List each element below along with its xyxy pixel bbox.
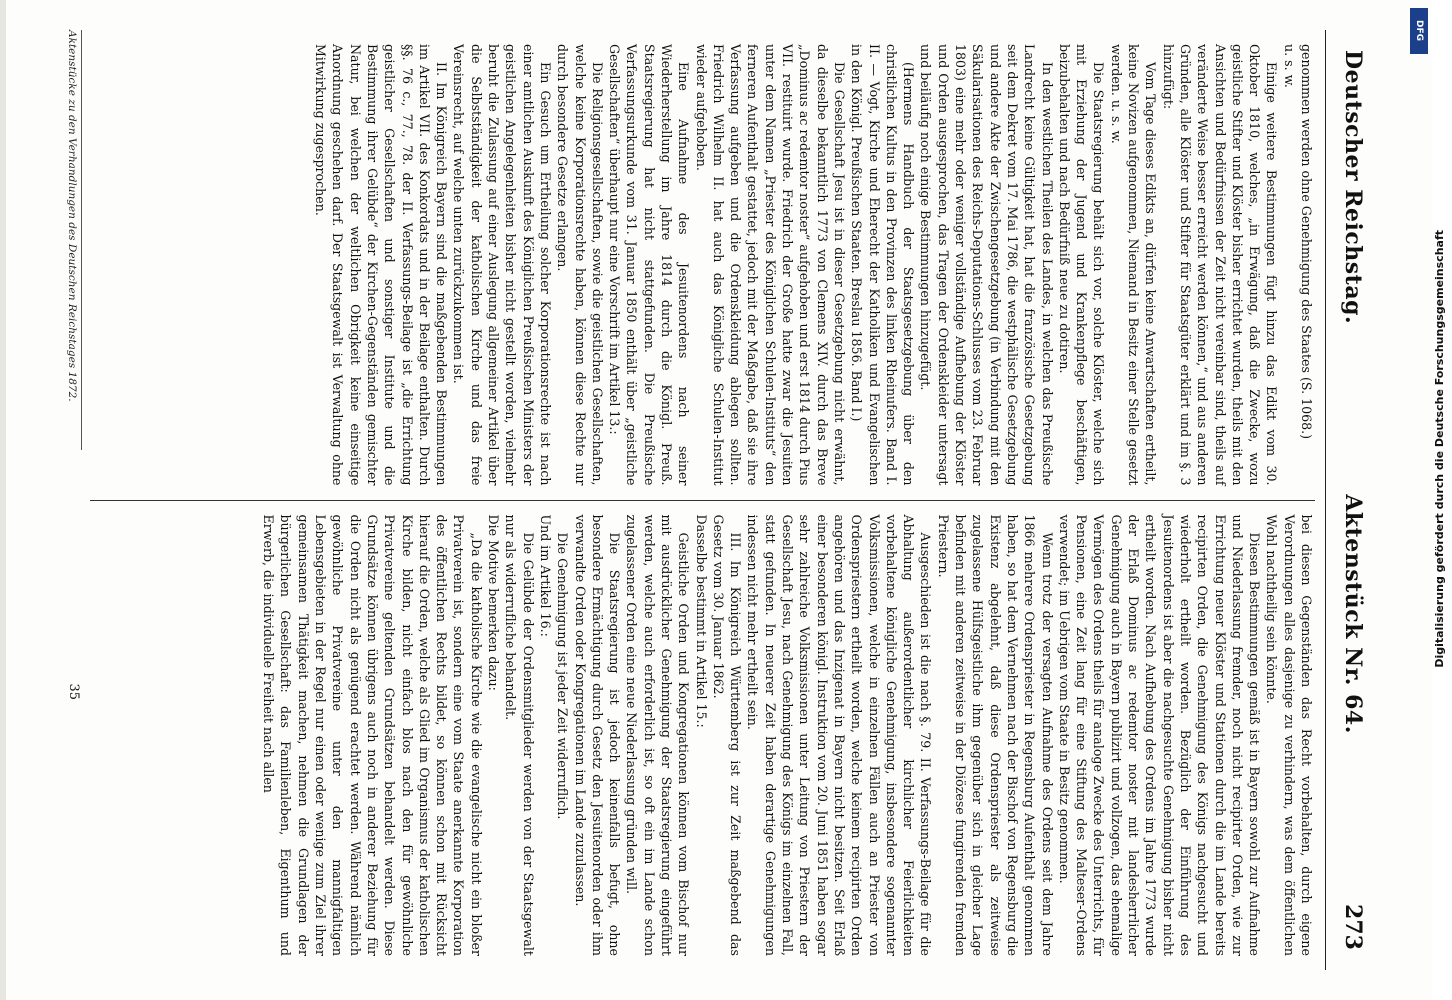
paragraph: In den westlichen Theilen des Landes, in welchen das Preußische Landrecht keine Gültigkeit hat, hat die französische Gesetzgebung seit dem Dekret vom 17. Mai 1786, die westphälische Gesetzgebung und andere Akte der Zwischengesetzgebung (in Verbindung mit den Säkularisationen des Reichs-Deputations-Schlusses vom 23. Februar 1803) eine mehr oder weniger vollständige Aufhebung der Klöster und Orden ausgesprochen, das Tragen der Ordenskleider untersagt und beiläufig noch einige Bestimmungen hinzugefügt. bbox=[918, 44, 1055, 486]
paragraph: Geistliche Orden und Kongregationen können vom Bischof nur mit ausdrücklicher Genehmigung der Staatsregierung eingeführt werden, welche auch erforderlich ist, so oft ein im Lande schon zugelassener Orden eine neue Niederlassung gründen will. bbox=[624, 514, 692, 956]
paragraph: Diesen Bestimmungen gemäß ist in Bayern sowohl zur Aufnahme und Niederlassung fremder, noch nicht recipirter Orden, wie zur Errichtung neuer Klöster und Stationen durch die im Lande bereits recipirten Orden, die Genehmigung des Königs nachgesucht und wiederholt ertheilt worden. Bezüglich der Einführung des Jesuitenordens ist aber die nachgesuchte Genehmigung bisher nicht ertheilt worden. Nach Aufhebung des Ordens im Jahre 1773 wurde der Erlaß Dominus ac redemtor noster mit landesherrlicher Genehmigung auch in Bayern publizirt und vollzogen, das ehemalige Vermögen des Ordens theils für analoge Zwecke des Unterrichts, für Pensionen, eine Zeit lang für eine Stiftung des Malteser-Ordens verwendet; im Uebrigen vom Staate in Besitz genommen. bbox=[1056, 514, 1263, 956]
digitization-credit-text: Digitalisierung gefördert durch die Deutsche Forschungsgemeinschaft bbox=[1433, 230, 1446, 668]
paragraph: Die Genehmigung ist jeder Zeit widerruflich. bbox=[555, 532, 571, 820]
sheet-signature: 35 bbox=[66, 683, 81, 700]
page-number: 273 bbox=[1340, 904, 1366, 950]
paragraph: „Da die katholische Kirche wie die evangelische nicht ein bloßer Privatverein ist, sondern eine vom Staate anerkannte Korporation des öffentlichen Rechts bildet, so können schon mit Rücksicht hierauf die Orden, welche als Glied im Organismus der katholischen Kirche bilden, nicht einfach blos nach den für gewöhnliche Privatvereine geltenden Grundsätzen behandelt werden. Diese Grundsätze können übrigens auch noch in anderer Beziehung für die Orden nicht als genügend erachtet werden. Während nämlich gewöhnliche Privatvereine unter den mannigfaltigen Lebensgebieten in der Regel nur einen oder wenige zum Ziel ihrer gemeinsamen Thätigkeit machen, nehmen die Grundlagen der bürgerlichen Gesellschaft: das Familienleben, Eigenthum und Erwerb, die individuelle Freiheit nach allen bbox=[261, 514, 484, 956]
paragraph: II. Im Königreich Bayern sind die maßgebenden Bestimmungen im Artikel VII. des Konkordats und in der Beilage enthalten. Durch §§. 76 c., 77., 78. der II. Verfassungs-Beilage ist „die Errichtung geistlicher Gesellschaften und sonstiger Institute und die Bestimmung ihrer Gelübde“ der Kirchen-Gegenständen gemischter Natur, bei welchen der weltlichen Obrigkeit keine einseitige Anordnung geschehen darf. Der Staatsgewalt ist Verwaltung ohne Mitwirkung zugesprochen. bbox=[313, 44, 450, 486]
dfg-logo: DFG bbox=[1410, 8, 1428, 54]
text-column-right bbox=[90, 501, 1315, 971]
paragraph: Ausgeschieden ist die nach §. 79. II. Verfassungs-Beilage für die Abhaltung außerordentlicher kirchlicher Feierlichkeiten vorbehaltene königliche Genehmigung, insbesondere sogenannter Volksmissionen, welche in einzelnen Fällen auch an Priester von Ordenspriestern ertheilt worden, welche keinem recipirten Orden angehören und das Inzigenat in Bayern nicht besitzen. Seit Erlaß einer besonderen königl. Instruktion vom 20. Juni 1851 haben sogar sehr zahlreiche Volksmissionen unter Leitung von Priestern der Gesellschaft Jesu, nach Genehmigung des Königs im einzelnen Fall, statt gefunden. In neuerer Zeit haben derartige Genehmigungen indessen nicht mehr ertheilt sein. bbox=[745, 514, 934, 956]
running-title: Deutscher Reichstag. bbox=[1340, 50, 1366, 325]
paragraph: (Hermens Handbuch der Staatsgesetzgebung über den christlichen Kultus in den Provinzen des linken Rheinufers. Band I. II. — Vogt, Kirche und Eherecht der Katholiken und Evangelischen in den Königl. Preußischen Staaten. Breslau 1856. Band I.) bbox=[849, 44, 917, 486]
paragraph: Die Religionsgesellschaften, sowie die geistlichen Gesellschaften, welche keine Korporationsrechte haben, können diese Rechte nur durch besondere Gesetze erlangen. bbox=[555, 44, 605, 486]
paragraph: Die Staatsregierung behält sich vor, solche Klöster, welche sich mit Erziehung der Jugend und Krankenpflege beschäftigen, beizubehalten und nach Bedürfniß neue zu dotiren. bbox=[1056, 44, 1107, 486]
document-page bbox=[6, 0, 1386, 1000]
paragraph: Einige weitere Bestimmungen fügt hinzu das Edikt vom 30. Oktober 1810, welches, „in Erwägung, daß die Zwecke, wozu geistliche Stifter und Klöster bisher errichtet wurden, theils mit den Ansichten und Bedürfnissen der Zeit nicht vereinbar sind, theils auf veränderte Weise besser erreicht werden können,“ und aus anderen Gründen, alle Klöster und Stifter für Staatsgüter erklärt und im §. 3 hinzufügt: bbox=[1160, 44, 1280, 486]
paragraph: Eine Aufnahme des Jesuitenordens nach seiner Wiederherstellung im Jahre 1814 durch die Königl. Preuß. Staatsregierung hat nicht stattgefunden. Die Preußische Verfassungsurkunde vom 31. Januar 1850 enthält über „geistliche Gesellschaften“ überhaupt nur eine Vorschrift im Artikel 13.: bbox=[607, 44, 692, 486]
document-number: Aktenstück Nr. 64. bbox=[1340, 494, 1366, 734]
paragraph: u. s. w. bbox=[1281, 44, 1297, 88]
paragraph: III. Im Königreich Württemberg ist zur Zeit maßgebend das Gesetz vom 30. Januar 1862. bbox=[710, 514, 744, 956]
paragraph: Die Staatsregierung ist jedoch keinenfalls befugt, ohne besondere Ermächtigung durch Gesetz den Jesuitenorden oder ihm verwandte Orden oder Kongregationen im Lande zuzulassen. bbox=[572, 514, 623, 956]
paragraph: bei diesen Gegenständen das Recht vorbehalten, durch eigene Verordnungen alles dasjenige zu verhindern, was dem öffentlichen Wohl nachtheilig sein könnte. bbox=[1264, 514, 1314, 956]
paragraph: Ein Gesuch um Ertheilung solcher Korporationsrechte ist nach einer amtlichen Auskunft des Königlichen Preußischen Ministers der geistlichen Angelegenheiten bisher nicht gestellt worden, vielmehr beruht die Zulassung auf einer Auslegung allgemeiner Artikel über die Selbstständigkeit der katholischen Kirche und das freie Vereinsrecht, auf welche unten zurückzukommen ist. bbox=[451, 44, 553, 486]
text-columns bbox=[90, 30, 1315, 970]
paragraph: Vom Tage dieses Edikts an, dürfen keine Anwartschaften ertheilt, keine Novizen aufgenommen, Niemand in Besitz einer Stelle gesetzt werden. u. s. w. bbox=[1108, 44, 1159, 486]
paragraph: Die Gesellschaft Jesu ist in dieser Gesetzgebung nicht erwähnt, da dieselbe bekanntlich 1773 von Clemens XIV. durch das Breve „Dominus ac redemtor noster“ aufgehoben und erst 1814 durch Pius VII. restituirt wurde. Friedrich der Große hatte zwar die Jesuiten unter dem Namen „Priester des Königlichen Schulen-Instituts“ den ferneren Aufenthalt gestattet, jedoch mit der Maßgabe, daß sie ihre Verfassung aufgeben und die Ordenskleidung ablegen sollten. Friedrich Wilhelm II. hat auch das Königliche Schulen-Institut wieder aufgehoben. bbox=[693, 44, 847, 486]
paragraph: genommen werden ohne Genehmigung des Staates (S. 1068.) bbox=[1299, 44, 1314, 440]
text-column-left bbox=[90, 30, 1315, 500]
page-header bbox=[1325, 30, 1366, 970]
digitization-credit bbox=[1406, 0, 1446, 1000]
paragraph: Dasselbe bestimmt in Artikel 15.: bbox=[693, 514, 709, 728]
footer-note: Aktenstücke zu den Verhandlungen des Deutschen Reichstages 1872. bbox=[66, 30, 82, 450]
paragraph: Die Gelübde der Ordensmitglieder werden von der Staatsgewalt nur als widerrufliche behandelt. bbox=[503, 514, 536, 956]
paragraph: Und im Artikel 16.: bbox=[537, 514, 553, 637]
paragraph: Wenn trotz der versagten Aufnahme des Ordens seit dem Jahre 1866 mehrere Ordenspriester in Regensburg Aufenthalt genommen haben, so hat dem Vernehmen nach der Bischof von Regensburg die Existenz abgelehnt, daß diese Ordenspriester als zeitweise zugelassene Hülfsgeistliche ihm gegenüber sich in gleicher Lage befinden mit anderen zeitweise in der Diözese fungirenden fremden Priestern. bbox=[935, 514, 1055, 956]
paragraph: Die Motive bemerken dazu: bbox=[486, 514, 502, 691]
